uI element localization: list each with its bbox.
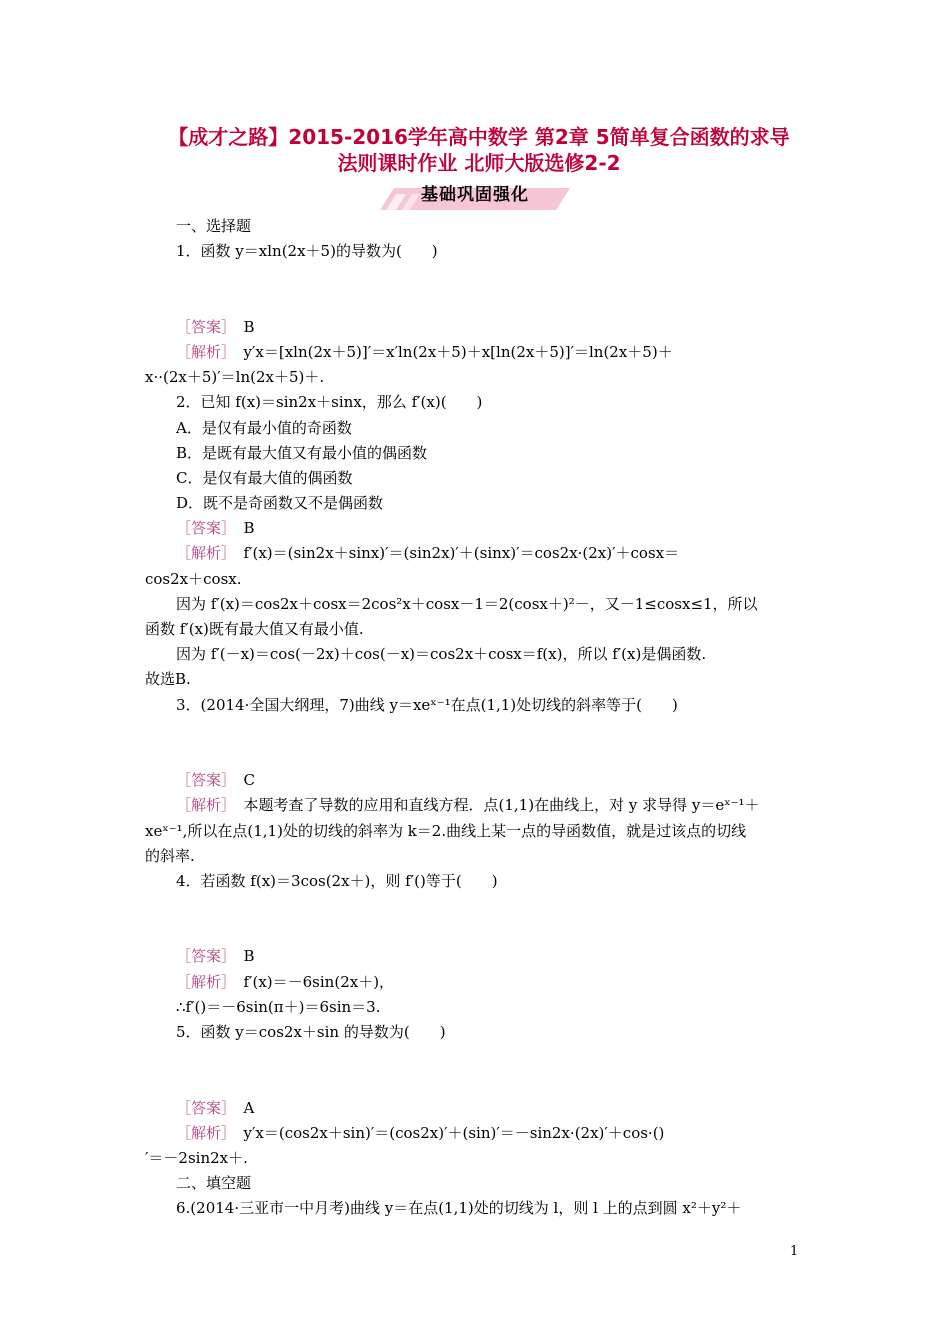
q2-analysis-3: 因为 f′(x)＝cos2x＋cosx＝2cos²x＋cosx－1＝2(cosx＋)²－，又－1≤cosx≤1，所以 [176, 594, 758, 613]
analysis-text: f′(x)＝－6sin(2x＋)， [228, 972, 395, 991]
title-line-2: 法则课时作业 北师大版选修2-2 [337, 151, 621, 175]
analysis-tag: ［解析］ [176, 972, 229, 991]
section-heading-choice: 一、选择题 [176, 217, 252, 235]
q5-analysis [145, 1121, 813, 1146]
q2-analysis [145, 541, 813, 566]
page-number: 1 [790, 1244, 799, 1259]
analysis-text: y′x＝(cos2x＋sin)′＝(cos2x)′＋(sin)′＝－sin2x·(2x)′＋cos·() [228, 1123, 665, 1142]
answer-value: A [228, 1098, 255, 1117]
q1-answer [145, 315, 813, 340]
answer-value: C [228, 771, 255, 790]
analysis-tag: ［解析］ [176, 1123, 229, 1142]
section-banner: 基础巩固强化 [421, 185, 529, 205]
q2-option-a: A．是仅有最小值的奇函数 [176, 418, 352, 437]
question-1-options-ab [145, 264, 813, 289]
q3-analysis-2: xeˣ⁻¹,所以在点(1,1)处的切线的斜率为 k＝2.曲线上某一点的导函数值，就是过该点的切线 [145, 821, 747, 840]
q1-analysis-cont: x··(2x＋5)′＝ln(2x＋5)＋. [145, 368, 325, 387]
question-1-stem: 1．函数 y＝xln(2x＋5)的导数为( ) [176, 242, 438, 261]
answer-tag: ［答案］ [176, 519, 229, 538]
answer-value: B [228, 947, 255, 966]
q2-analysis-4: 函数 f′(x)既有最大值又有最小值. [145, 620, 364, 638]
question-3-stem: 3．(2014·全国大纲理，7)曲线 y＝xeˣ⁻¹在点(1,1)处切线的斜率等于( ) [176, 695, 678, 714]
q2-analysis-5: 因为 f′(－x)＝cos(－2x)＋cos(－x)＝cos2x＋cosx＝f(x)，所以 f′(x)是偶函数. [176, 645, 707, 664]
q3-analysis-3: 的斜率. [145, 846, 195, 865]
question-3-options-ab [145, 718, 813, 743]
question-6-stem: 6.(2014·三亚市一中月考)曲线 y＝在点(1,1)处的切线为 l，则 l 上的点到圆 x²＋y²＋ [176, 1199, 742, 1218]
answer-tag: ［答案］ [176, 1098, 229, 1117]
q2-option-b: B．是既有最大值又有最小值的偶函数 [176, 443, 428, 462]
question-4-stem: 4．若函数 f(x)＝3cos(2x＋)，则 f′()等于( ) [176, 871, 498, 890]
analysis-text: f′(x)＝(sin2x＋sinx)′＝(sin2x)′＋(sinx)′＝cos2x·(2x)′＋cosx＝ [228, 544, 680, 563]
question-4-options-cd [145, 919, 813, 944]
question-5-options-ab [145, 1045, 813, 1070]
question-5-options-cd [145, 1070, 813, 1095]
analysis-text: 本题考查了导数的应用和直线方程．点(1,1)在曲线上，对 y 求导得 y＝eˣ⁻¹＋ [228, 796, 760, 815]
q2-option-d: D．既不是奇函数又不是偶函数 [176, 494, 384, 513]
question-3-options-cd [145, 743, 813, 768]
analysis-text: y′x＝[xln(2x＋5)]′＝x′ln(2x＋5)＋x[ln(2x＋5)]′＝ln(2x＋5)＋ [228, 342, 673, 361]
analysis-tag: ［解析］ [176, 544, 229, 563]
q4-analysis-2: ∴f′()＝－6sin(π＋)＝6sin＝3. [176, 997, 381, 1016]
answer-tag: ［答案］ [176, 771, 229, 790]
q2-analysis-6: 故选B. [145, 670, 191, 689]
title-line-1: 【成才之路】2015-2016学年高中数学 第2章 5简单复合函数的求导 [168, 125, 790, 149]
question-5-stem: 5．函数 y＝cos2x＋sin 的导数为( ) [176, 1023, 446, 1041]
q3-analysis [145, 793, 813, 818]
q5-answer [145, 1096, 813, 1121]
answer-tag: ［答案］ [176, 317, 229, 336]
section-heading-fill: 二、填空题 [176, 1174, 252, 1193]
q2-option-c: C．是仅有最大值的偶函数 [176, 468, 353, 487]
analysis-tag: ［解析］ [176, 796, 229, 815]
analysis-tag: ［解析］ [176, 342, 229, 361]
q2-analysis-2: cos2x＋cosx. [145, 569, 242, 588]
answer-tag: ［答案］ [176, 947, 229, 966]
q3-answer [145, 768, 813, 793]
answer-value: B [228, 519, 255, 538]
document-body [145, 214, 813, 1222]
document-title [145, 124, 813, 176]
question-1-options-cd [145, 290, 813, 315]
question-4-options-ab [145, 894, 813, 919]
q1-analysis [145, 340, 813, 365]
question-2-stem: 2．已知 f(x)＝sin2x＋sinx，那么 f′(x)( ) [176, 393, 483, 412]
q2-answer [145, 516, 813, 541]
q4-answer [145, 944, 813, 969]
q4-analysis [145, 970, 813, 995]
q5-analysis-2: ′＝－2sin2x＋. [145, 1148, 248, 1167]
answer-value: B [228, 317, 255, 336]
